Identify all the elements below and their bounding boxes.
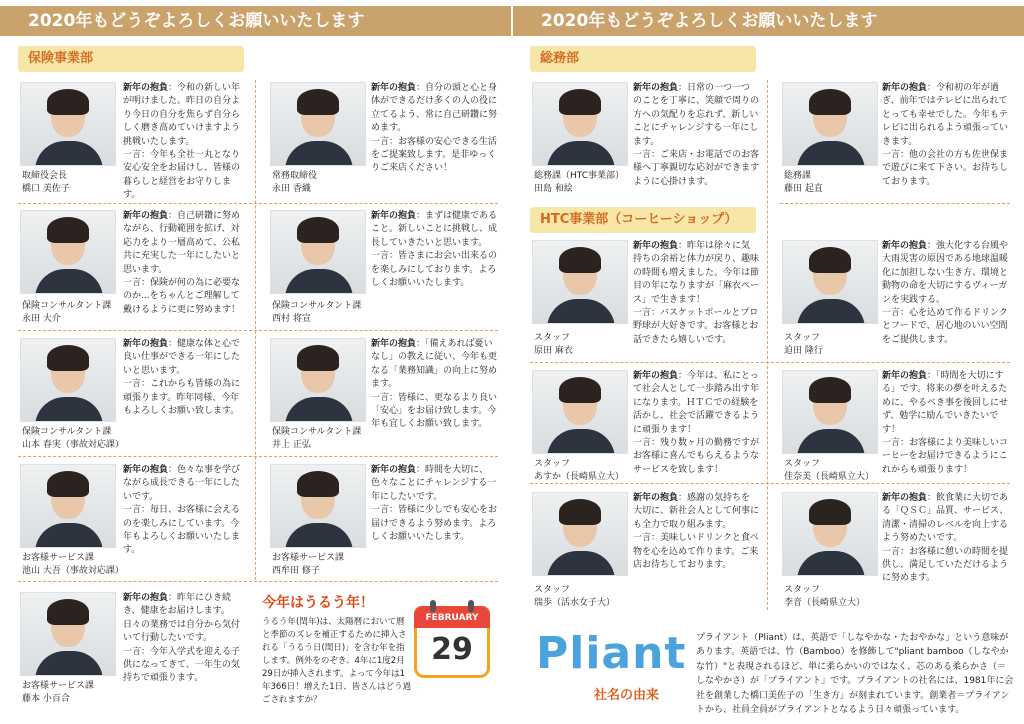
leap-year-text: うるう年(閏年)は、太陽暦において暦と季節のズレを補正するために挿入される「うるう日(閏日)」を含む年を指します。例外をのぞき、4年に1度2月29日が挿入されます。よって今年は1年366日！増えた1日、皆さんはどう過ごされますか？ [262, 617, 412, 705]
section-htc: HTC事業部（コーヒーショップ） [530, 207, 756, 233]
divider [780, 203, 1010, 204]
staff-message: 新年の抱負：まずは健康であること。新しいことに挑戦し、成長していきたいと思います。 一言：皆さまにお会い出来るのを楽しみにしております。よろしくお願いいたします。 [371, 211, 498, 289]
staff-title: 保険コンサルタント課 [22, 301, 112, 311]
staff-name: 李音（長崎県立大） [784, 598, 866, 608]
staff-name: 永田 大介 [22, 314, 61, 324]
staff-message: 新年の抱負：飲食業に大切である「ＱＳＣ」品質、サービス、清潔・清掃のレベルを向上するよう努めたいです。 一言：お客様に憩いの時間を提供し、満足していただけるように努めます。 [882, 493, 1009, 584]
staff-name: 瑞歩（活水女子大） [534, 598, 616, 608]
staff-photo [782, 492, 878, 576]
calendar-ring [468, 600, 474, 612]
staff-name: 井上 正弘 [272, 440, 311, 450]
staff-name: 佳奈美（長崎県立大） [784, 472, 875, 482]
staff-title: スタッフ [784, 459, 821, 469]
staff-title: スタッフ [534, 585, 571, 595]
staff-name: 山本 春実（事故対応課） [22, 440, 124, 450]
staff-name: 橋口 美佐子 [22, 184, 70, 194]
staff-message: 新年の抱負：感謝の気持ちを大切に、新社会人として何事にも全力で取り組みます。 一言：美味しいドリンクと食べ物を心を込めて作ります。ご来店お待ちしております。 [633, 493, 760, 571]
staff-message: 新年の抱負：今年は、私にとって社会人として一歩踏み出す年になります。ＨＴＣでの経験を活かし、社会で活躍できるように頑張ります！ 一言：残り数ヶ月の勤務ですがお客様に喜んでもらえるようなサービスを致します！ [633, 371, 760, 475]
staff-title: スタッフ [784, 333, 821, 343]
calendar-day: 29 [414, 628, 490, 678]
leap-year-title: 今年はうるう年！ [262, 595, 374, 611]
staff-name: 田島 和絵 [534, 184, 573, 194]
staff-photo [532, 492, 628, 576]
staff-photo [270, 464, 366, 548]
staff-message: 新年の抱負：昨年は徐々に気持ちの余裕と体力が戻り、趣味の時間も増えました。今年は節目の年になりますが「麻衣ペース」で生きます！ 一言：バスケットボールとプロ野球が大好きです。お客様とお話できたら嬉しいです。 [633, 241, 760, 345]
staff-photo [532, 240, 628, 324]
staff-message: 新年の抱負：昨年にひき続き、健康をお届けします。日々の業務では自分から気付いて行動したいです。 一言：今年入学式を迎える子供になってきて、一年生の気持ちで頑張ります。 [123, 593, 241, 684]
staff-message: 新年の抱負：「備えあれば憂いなし」の教えに従い、今年も更なる「業務知識」の向上に努めます。 一言：皆様に、更なるより良い「安心」をお届け致します。今年も宜しくお願い致します。 [371, 339, 498, 430]
staff-title: 保険コンサルタント課 [272, 427, 362, 437]
staff-title: お客様サービス課 [22, 681, 95, 691]
calendar-ring [430, 600, 436, 612]
staff-message: 新年の抱負：日常の一つ一つのことを丁寧に、笑顔で周りの方への気配りを忘れず、新しいことにチャレンジする一年にします。 一言：ご来店・お電話でのお客様へ丁寧親切な応対ができますように心掛けます。 [633, 83, 760, 187]
calendar-month: FEBRUARY [414, 606, 490, 628]
staff-title: 常務取締役 [272, 171, 318, 181]
staff-title: スタッフ [784, 585, 821, 595]
staff-photo [270, 210, 366, 294]
staff-photo [532, 370, 628, 454]
staff-title: お客様サービス課 [22, 553, 95, 563]
staff-message: 新年の抱負：時間を大切に、色々なことにチャレンジする一年にしたいです。 一言：皆様に少しでも安心をお届けできるよう努めます。よろしくお願いいたします。 [371, 465, 498, 543]
staff-name: 池山 大吾（事故対応課） [22, 566, 124, 576]
staff-name: あすか（長崎県立大） [534, 472, 625, 482]
staff-message: 新年の抱負：健康な体と心で良い仕事ができる一年にしたいと思います。 一言：これからも皆様の為に頑張ります。昨年同様、今年もよろしくお願い致します。 [123, 339, 241, 417]
staff-photo [20, 592, 116, 676]
staff-message: 新年の抱負：強大化する台風や大雨災害の原因である地球温暖化に加担しない生き方、環境と動物の命を大切にするヴィーガンを実践する。 一言：心を込めて作るドリンクとフードで、居心地のいい空間をご提供します。 [882, 241, 1009, 345]
staff-name: 迫田 隆行 [784, 346, 823, 356]
staff-message: 新年の抱負：自己研鑽に努めながら、行動範囲を拡げ、対応力をより一層高めて、公私共に充実した一年にしたいと思います。 一言：保険が何の為に必要なのか...をちゃんとご理解して戴けるように更に努めます！ [123, 211, 241, 315]
divider [530, 362, 1010, 363]
staff-photo [20, 210, 116, 294]
divider [18, 581, 498, 582]
divider [18, 203, 498, 204]
staff-message: 新年の抱負：令和の新しい年が明けました。昨日の自分より今日の自分を焦らず自分らしく磨き高めていけますよう挑戦いたします。 一言：今年も全社一丸となり安心安全をお届けし、皆様の暮らしと経営をお守りします。 [123, 83, 241, 201]
staff-title: お客様サービス課 [272, 553, 345, 563]
staff-name: 原田 麻衣 [534, 346, 573, 356]
staff-photo [532, 82, 628, 166]
staff-name: 西牟田 修子 [272, 566, 320, 576]
staff-title: スタッフ [534, 459, 571, 469]
staff-title: 総務課（HTC事業部） [534, 171, 625, 181]
staff-photo [782, 82, 878, 166]
staff-photo [20, 464, 116, 548]
divider [530, 483, 1010, 484]
staff-photo [270, 338, 366, 422]
staff-photo [270, 82, 366, 166]
staff-photo [782, 370, 878, 454]
staff-message: 新年の抱負：「時間を大切にする」です。将来の夢を叶えるために、やるべき事を後回しにせず、勉学に励んでいきたいです！ 一言：お客様により美味しいコーヒーをお届けできるようにこれからも頑張ります！ [882, 371, 1009, 475]
staff-message: 新年の抱負：令和初の年が過ぎ、前年ではテレビに出られてとっても幸せでした。今年もテレビに出られるよう頑張っていきます。 一言：他の会社の方も佐世保まで遊びに来て下さい。お待ちしております。 [882, 83, 1009, 187]
staff-name: 永田 香織 [272, 184, 311, 194]
page-banner-right: 2020年もどうぞよろしくお願いいたします [513, 6, 1024, 36]
section-insurance: 保険事業部 [18, 46, 244, 72]
divider [18, 330, 498, 331]
staff-name: 藤田 起直 [784, 184, 823, 194]
pliant-logo: Pliant [536, 628, 687, 679]
section-general-affairs: 総務部 [530, 46, 756, 72]
staff-photo [20, 82, 116, 166]
logo-subtitle: 社名の由来 [594, 688, 660, 703]
staff-title: スタッフ [534, 333, 571, 343]
divider [767, 80, 768, 610]
page-banner-left: 2020年もどうぞよろしくお願いいたします [0, 6, 511, 36]
staff-title: 保険コンサルタント課 [22, 427, 112, 437]
divider [18, 456, 498, 457]
staff-name: 藤本 小百合 [22, 694, 70, 704]
staff-title: 総務課 [784, 171, 812, 181]
staff-message: 新年の抱負：色々な事を学びながら成長できる一年にしたいです。 一言：毎日、お客様に会えるのを楽しみにしています。今年もよろしくお願いいたします。 [123, 465, 241, 556]
staff-photo [782, 240, 878, 324]
company-name-origin-text: プライアント（Pliant）は、英語で「しなやかな・たおやかな」という意味があります。英語では、竹（Bamboo）を修飾して"pliant bamboo（しなやかな竹）"と表現されるほど、単に柔らかいのではなく、芯のある柔らかさ（＝しなやかさ）が「プライアント」です。プライアントの社名には、1981年に会社を創業した橋口美佐子の「生き方」が刻まれています。創業者＝プライアントから、社員全員がプライアントとなるよう日々頑張っています。 [696, 633, 1014, 716]
calendar-icon [414, 600, 490, 682]
staff-title: 取締役会長 [22, 171, 68, 181]
staff-message: 新年の抱負：自分の頭と心と身体ができるだけ多くの人の役に立てるよう、常に自己研鑽に努めます。 一言：お客様の安心できる生活をご提案致します。是非ゆっくりご来店ください！ [371, 83, 498, 174]
staff-title: 保険コンサルタント課 [272, 301, 362, 311]
staff-photo [20, 338, 116, 422]
staff-name: 西村 将宣 [272, 314, 311, 324]
